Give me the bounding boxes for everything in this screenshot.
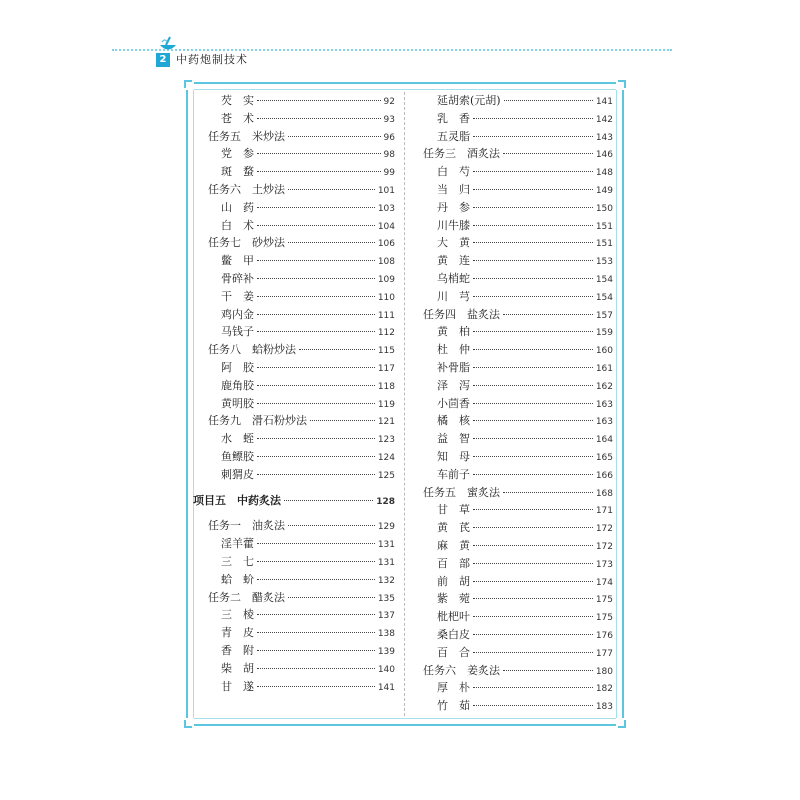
toc-page-number: 92 bbox=[383, 97, 395, 107]
toc-task-row[interactable] bbox=[193, 341, 395, 359]
toc-page-number: 174 bbox=[595, 577, 613, 588]
toc-page-number: 115 bbox=[377, 346, 395, 357]
toc-item-row[interactable] bbox=[415, 92, 613, 110]
toc-page-number: 173 bbox=[595, 559, 613, 570]
dot-leader bbox=[473, 171, 593, 172]
toc-page-number: 118 bbox=[377, 381, 395, 392]
dot-leader bbox=[257, 153, 381, 154]
toc-entry-label: 任务一 油炙法 bbox=[208, 519, 285, 533]
toc-item-row[interactable] bbox=[193, 359, 395, 377]
toc-entry-label: 骨碎补 bbox=[221, 271, 254, 285]
dot-leader bbox=[310, 420, 375, 421]
dot-leader bbox=[473, 687, 593, 688]
toc-page-number: 162 bbox=[595, 381, 613, 392]
toc-entry-label: 项目五 中药炙法 bbox=[193, 493, 281, 507]
toc-entry-label: 黄 连 bbox=[437, 254, 470, 268]
toc-item-row[interactable] bbox=[415, 412, 613, 430]
toc-page-number: 161 bbox=[595, 363, 613, 374]
dot-leader bbox=[473, 242, 593, 243]
toc-page-number: 132 bbox=[377, 575, 395, 586]
dot-leader bbox=[473, 136, 593, 137]
toc-entry-label: 川 芎 bbox=[437, 289, 470, 303]
column-divider bbox=[404, 92, 405, 716]
toc-task-row[interactable] bbox=[193, 412, 395, 430]
toc-item-row[interactable] bbox=[415, 430, 613, 448]
dot-leader bbox=[299, 349, 375, 350]
toc-task-row[interactable] bbox=[193, 128, 395, 146]
toc-page-number: 103 bbox=[377, 203, 395, 214]
toc-page-number: 123 bbox=[377, 435, 395, 446]
toc-entry-label: 五灵脂 bbox=[437, 129, 470, 143]
toc-item-row[interactable] bbox=[193, 395, 395, 413]
toc-page-number: 140 bbox=[377, 664, 395, 675]
toc-project-row[interactable] bbox=[193, 492, 395, 510]
toc-item-row[interactable] bbox=[415, 234, 613, 252]
dot-leader bbox=[473, 349, 593, 350]
toc-page-number: 172 bbox=[595, 541, 613, 552]
toc-page-number: 125 bbox=[377, 470, 395, 481]
toc-entry-label: 前 胡 bbox=[437, 574, 470, 588]
dot-leader bbox=[257, 438, 375, 439]
toc-page-number: 163 bbox=[595, 417, 613, 428]
toc-page-number: 99 bbox=[383, 168, 395, 179]
dot-leader bbox=[257, 686, 375, 687]
toc-entry-label: 鳖 甲 bbox=[221, 254, 254, 268]
toc-entry-label: 任务五 蜜炙法 bbox=[423, 485, 500, 499]
toc-entry-label: 补骨脂 bbox=[437, 360, 470, 374]
dot-leader bbox=[473, 438, 593, 439]
toc-item-row[interactable] bbox=[415, 181, 613, 199]
toc-entry-label: 苍 术 bbox=[221, 111, 254, 125]
dot-leader bbox=[257, 171, 381, 172]
toc-page-number: 175 bbox=[595, 595, 613, 606]
dot-leader bbox=[257, 456, 375, 457]
toc-entry-label: 乌梢蛇 bbox=[437, 271, 470, 285]
dot-leader bbox=[284, 500, 373, 501]
toc-entry-label: 柴 胡 bbox=[221, 661, 254, 675]
toc-page-number: 148 bbox=[595, 168, 613, 179]
toc-left-column bbox=[193, 92, 395, 695]
toc-item-row[interactable] bbox=[415, 537, 613, 555]
toc-entry-label: 刺猬皮 bbox=[221, 467, 254, 481]
dot-leader bbox=[473, 616, 593, 617]
toc-item-row[interactable] bbox=[415, 501, 613, 519]
toc-entry-label: 车前子 bbox=[437, 467, 470, 481]
toc-page-number: 159 bbox=[595, 328, 613, 339]
toc-item-row[interactable] bbox=[415, 341, 613, 359]
toc-item-row[interactable] bbox=[193, 660, 395, 678]
toc-page-number: 164 bbox=[595, 435, 613, 446]
dot-leader bbox=[257, 278, 375, 279]
toc-item-row[interactable] bbox=[415, 644, 613, 662]
dot-leader bbox=[473, 705, 593, 706]
toc-task-row[interactable] bbox=[415, 662, 613, 680]
dot-leader bbox=[257, 118, 381, 119]
toc-item-row[interactable] bbox=[193, 624, 395, 642]
toc-item-row[interactable] bbox=[415, 359, 613, 377]
dot-leader bbox=[257, 543, 375, 544]
dot-leader bbox=[473, 563, 593, 564]
toc-task-row[interactable] bbox=[415, 484, 613, 502]
toc-item-row[interactable] bbox=[193, 323, 395, 341]
toc-page-number: 149 bbox=[595, 185, 613, 196]
toc-page-number: 153 bbox=[595, 257, 613, 268]
toc-page-number: 96 bbox=[383, 132, 395, 143]
dot-leader bbox=[503, 670, 593, 671]
toc-entry-label: 任务八 蛤粉炒法 bbox=[208, 343, 296, 357]
toc-item-row[interactable] bbox=[415, 110, 613, 128]
toc-item-row[interactable] bbox=[415, 252, 613, 270]
toc-item-row[interactable] bbox=[193, 678, 395, 696]
toc-entry-label: 任务二 醋炙法 bbox=[208, 590, 285, 604]
toc-entry-label: 芡 实 bbox=[221, 94, 254, 107]
toc-page-number: 106 bbox=[377, 239, 395, 250]
toc-entry-label: 鱼鳔胶 bbox=[221, 449, 254, 463]
toc-page-number: 135 bbox=[377, 593, 395, 604]
toc-page-number: 151 bbox=[595, 221, 613, 232]
toc-entry-label: 当 归 bbox=[437, 182, 470, 196]
dot-leader bbox=[473, 260, 593, 261]
toc-entry-label: 任务九 滑石粉炒法 bbox=[208, 414, 307, 428]
toc-entry-label: 大 黄 bbox=[437, 236, 470, 250]
dot-leader bbox=[288, 189, 375, 190]
toc-entry-label: 水 蛭 bbox=[221, 432, 254, 446]
toc-item-row[interactable] bbox=[415, 377, 613, 395]
toc-page-number: 93 bbox=[383, 114, 395, 125]
toc-page-number: 124 bbox=[377, 452, 395, 463]
toc-item-row[interactable] bbox=[193, 217, 395, 235]
dot-leader bbox=[288, 597, 375, 598]
toc-page-number: 141 bbox=[377, 682, 395, 693]
dot-leader bbox=[257, 331, 375, 332]
toc-entry-label: 鹿角胶 bbox=[221, 378, 254, 392]
toc-entry-label: 淫羊藿 bbox=[221, 537, 254, 551]
toc-entry-label: 蛤 蚧 bbox=[221, 572, 254, 586]
toc-item-row[interactable] bbox=[415, 466, 613, 484]
toc-item-row[interactable] bbox=[415, 626, 613, 644]
toc-page-number: 137 bbox=[377, 611, 395, 622]
frame-corner-ornament bbox=[616, 80, 626, 90]
toc-item-row[interactable] bbox=[193, 306, 395, 324]
dot-leader bbox=[257, 260, 375, 261]
toc-page-number: 141 bbox=[595, 97, 613, 107]
dot-leader bbox=[257, 632, 375, 633]
frame-corner-ornament bbox=[616, 718, 626, 728]
toc-entry-label: 马钱子 bbox=[221, 325, 254, 339]
dot-leader bbox=[257, 385, 375, 386]
toc-task-row[interactable] bbox=[193, 234, 395, 252]
toc-item-row[interactable] bbox=[415, 323, 613, 341]
toc-item-row[interactable] bbox=[193, 642, 395, 660]
frame-corner-ornament bbox=[184, 80, 194, 90]
toc-item-row[interactable] bbox=[193, 466, 395, 484]
toc-entry-label: 鸡内金 bbox=[221, 307, 254, 321]
dot-leader bbox=[257, 650, 375, 651]
toc-page-number: 175 bbox=[595, 613, 613, 624]
toc-entry-label: 乳 香 bbox=[437, 111, 470, 125]
toc-entry-label: 青 皮 bbox=[221, 626, 254, 640]
toc-page-number: 121 bbox=[377, 417, 395, 428]
toc-entry-label: 三 棱 bbox=[221, 608, 254, 622]
toc-item-row[interactable] bbox=[193, 535, 395, 553]
toc-entry-label: 百 合 bbox=[437, 645, 470, 659]
toc-entry-label: 川牛膝 bbox=[437, 218, 470, 232]
dot-leader bbox=[473, 331, 593, 332]
dot-leader bbox=[473, 118, 593, 119]
toc-item-row[interactable] bbox=[193, 288, 395, 306]
toc-entry-label: 阿 胶 bbox=[221, 360, 254, 374]
toc-page-number: 117 bbox=[377, 363, 395, 374]
page-header bbox=[112, 40, 672, 66]
toc-entry-label: 白 术 bbox=[221, 218, 254, 232]
toc-page-number: 160 bbox=[595, 346, 613, 357]
toc-page-number: 151 bbox=[595, 239, 613, 250]
dot-leader bbox=[473, 189, 593, 190]
toc-page-number: 108 bbox=[377, 257, 395, 268]
toc-page-number: 154 bbox=[595, 292, 613, 303]
toc-item-row[interactable] bbox=[415, 679, 613, 697]
toc-entry-label: 竹 茹 bbox=[437, 699, 470, 713]
toc-entry-label: 杜 仲 bbox=[437, 343, 470, 357]
toc-entry-label: 香 附 bbox=[221, 643, 254, 657]
toc-page-number: 129 bbox=[377, 522, 395, 533]
dot-leader bbox=[473, 385, 593, 386]
page-number: 2 bbox=[156, 53, 170, 67]
toc-entry-label: 任务七 砂炒法 bbox=[208, 236, 285, 250]
toc-page-number: 131 bbox=[377, 557, 395, 568]
toc-item-row[interactable] bbox=[415, 608, 613, 626]
dot-leader bbox=[257, 225, 375, 226]
dot-leader bbox=[503, 492, 593, 493]
dot-leader bbox=[473, 420, 593, 421]
dot-leader bbox=[473, 527, 593, 528]
toc-page-number: 112 bbox=[377, 328, 395, 339]
toc-entry-label: 枇杷叶 bbox=[437, 610, 470, 624]
dot-leader bbox=[257, 561, 375, 562]
toc-entry-label: 丹 参 bbox=[437, 200, 470, 214]
toc-entry-label: 任务六 土炒法 bbox=[208, 182, 285, 196]
toc-entry-label: 知 母 bbox=[437, 449, 470, 463]
toc-entry-label: 黄 芪 bbox=[437, 521, 470, 535]
toc-item-row[interactable] bbox=[193, 145, 395, 163]
dot-leader bbox=[473, 207, 593, 208]
toc-page-number: 131 bbox=[377, 540, 395, 551]
dot-leader bbox=[257, 296, 375, 297]
toc-item-row[interactable] bbox=[193, 553, 395, 571]
toc-item-row[interactable] bbox=[193, 377, 395, 395]
toc-entry-label: 泽 泻 bbox=[437, 378, 470, 392]
toc-page-number: 98 bbox=[383, 150, 395, 161]
toc-page-number: 101 bbox=[377, 185, 395, 196]
dot-leader bbox=[473, 634, 593, 635]
dot-leader bbox=[473, 296, 593, 297]
toc-page-number: 138 bbox=[377, 629, 395, 640]
dot-leader bbox=[473, 278, 593, 279]
toc-item-row[interactable] bbox=[415, 199, 613, 217]
toc-entry-label: 白 芍 bbox=[437, 165, 470, 179]
toc-page-number: 177 bbox=[595, 648, 613, 659]
toc-entry-label: 黄 柏 bbox=[437, 325, 470, 339]
toc-item-row[interactable] bbox=[415, 590, 613, 608]
toc-page-number: 171 bbox=[595, 506, 613, 517]
toc-page-number: 128 bbox=[376, 496, 395, 507]
dot-leader bbox=[288, 136, 381, 137]
toc-page-number: 104 bbox=[377, 221, 395, 232]
toc-entry-label: 三 七 bbox=[221, 554, 254, 568]
toc-page-number: 119 bbox=[377, 399, 395, 410]
toc-page-number: 150 bbox=[595, 203, 613, 214]
dot-leader bbox=[473, 456, 593, 457]
toc-entry-label: 紫 菀 bbox=[437, 592, 470, 606]
toc-item-row[interactable] bbox=[193, 448, 395, 466]
toc-page-number: 109 bbox=[377, 274, 395, 285]
toc-entry-label: 百 部 bbox=[437, 556, 470, 570]
toc-task-row[interactable] bbox=[193, 517, 395, 535]
dot-leader bbox=[473, 652, 593, 653]
toc-item-row[interactable] bbox=[193, 199, 395, 217]
dot-leader bbox=[473, 509, 593, 510]
toc-item-row[interactable] bbox=[415, 448, 613, 466]
toc-entry-label: 甘 遂 bbox=[221, 679, 254, 693]
toc-page-number: 110 bbox=[377, 292, 395, 303]
toc-page-number: 182 bbox=[595, 684, 613, 695]
toc-page-number: 157 bbox=[595, 310, 613, 321]
toc-entry-label: 任务五 米炒法 bbox=[208, 129, 285, 143]
dot-leader bbox=[503, 153, 593, 154]
toc-page-number: 142 bbox=[595, 114, 613, 125]
toc-task-row[interactable] bbox=[415, 306, 613, 324]
toc-item-row[interactable] bbox=[193, 270, 395, 288]
toc-page-number: 168 bbox=[595, 488, 613, 499]
toc-entry-label: 干 姜 bbox=[221, 289, 254, 303]
toc-page-number: 183 bbox=[595, 702, 613, 713]
dot-leader bbox=[503, 314, 593, 315]
toc-page-number: 180 bbox=[595, 666, 613, 677]
toc-item-row[interactable] bbox=[415, 163, 613, 181]
toc-item-row[interactable] bbox=[193, 430, 395, 448]
toc-entry-label: 橘 核 bbox=[437, 414, 470, 428]
toc-item-row[interactable] bbox=[193, 571, 395, 589]
toc-entry-label: 山 药 bbox=[221, 200, 254, 214]
toc-entry-label: 桑白皮 bbox=[437, 627, 470, 641]
toc-item-row[interactable] bbox=[415, 519, 613, 537]
toc-entry-label: 厚 朴 bbox=[437, 681, 470, 695]
dot-leader bbox=[473, 545, 593, 546]
toc-item-row[interactable] bbox=[415, 555, 613, 573]
toc-entry-label: 小茴香 bbox=[437, 396, 470, 410]
toc-item-row[interactable] bbox=[415, 128, 613, 146]
dot-leader bbox=[257, 100, 381, 101]
dot-leader bbox=[473, 403, 593, 404]
dot-leader bbox=[288, 242, 375, 243]
toc-page-number: 154 bbox=[595, 274, 613, 285]
frame-corner-ornament bbox=[184, 718, 194, 728]
dot-leader bbox=[473, 367, 593, 368]
toc-item-row[interactable] bbox=[415, 395, 613, 413]
toc-item-row[interactable] bbox=[415, 573, 613, 591]
toc-item-row[interactable] bbox=[193, 163, 395, 181]
dot-leader bbox=[257, 474, 375, 475]
toc-entry-label: 益 智 bbox=[437, 432, 470, 446]
dot-leader bbox=[257, 367, 375, 368]
dot-leader bbox=[257, 579, 375, 580]
dot-leader bbox=[288, 525, 375, 526]
toc-page-number: 176 bbox=[595, 630, 613, 641]
dot-leader bbox=[473, 598, 593, 599]
toc-item-row[interactable] bbox=[415, 697, 613, 715]
toc-entry-label: 任务六 姜炙法 bbox=[423, 663, 500, 677]
toc-entry-label: 甘 草 bbox=[437, 503, 470, 517]
toc-item-row[interactable] bbox=[193, 110, 395, 128]
toc-task-row[interactable] bbox=[193, 181, 395, 199]
dot-leader bbox=[257, 207, 375, 208]
toc-item-row[interactable] bbox=[415, 270, 613, 288]
toc-page-number: 143 bbox=[595, 132, 613, 143]
toc-page-number: 163 bbox=[595, 399, 613, 410]
toc-item-row[interactable] bbox=[193, 92, 395, 110]
toc-task-row[interactable] bbox=[193, 589, 395, 607]
toc-page-number: 172 bbox=[595, 524, 613, 535]
toc-item-row[interactable] bbox=[193, 252, 395, 270]
dot-leader bbox=[473, 225, 593, 226]
dot-leader bbox=[504, 100, 593, 101]
dot-leader bbox=[473, 474, 593, 475]
toc-entry-label: 党 参 bbox=[221, 147, 254, 161]
toc-task-row[interactable] bbox=[415, 145, 613, 163]
toc-entry-label: 黄明胶 bbox=[221, 396, 254, 410]
toc-page-number: 166 bbox=[595, 470, 613, 481]
dot-leader bbox=[473, 581, 593, 582]
toc-right-column bbox=[415, 92, 613, 715]
toc-page-number: 139 bbox=[377, 646, 395, 657]
toc-entry-label: 任务三 酒炙法 bbox=[423, 147, 500, 161]
toc-item-row[interactable] bbox=[193, 606, 395, 624]
dot-leader bbox=[257, 314, 375, 315]
book-title: 中药炮制技术 bbox=[176, 53, 248, 66]
toc-entry-label: 斑 蝥 bbox=[221, 165, 254, 179]
toc-page-number: 111 bbox=[377, 310, 395, 321]
dot-leader bbox=[257, 403, 375, 404]
toc-page-number: 165 bbox=[595, 452, 613, 463]
toc-entry-label: 麻 黄 bbox=[437, 538, 470, 552]
toc-page-number: 146 bbox=[595, 150, 613, 161]
toc-entry-label: 延胡索(元胡) bbox=[437, 94, 501, 107]
toc-item-row[interactable] bbox=[415, 288, 613, 306]
dot-leader bbox=[257, 614, 375, 615]
toc-item-row[interactable] bbox=[415, 217, 613, 235]
toc-entry-label: 任务四 盐炙法 bbox=[423, 307, 500, 321]
dot-leader bbox=[257, 668, 375, 669]
